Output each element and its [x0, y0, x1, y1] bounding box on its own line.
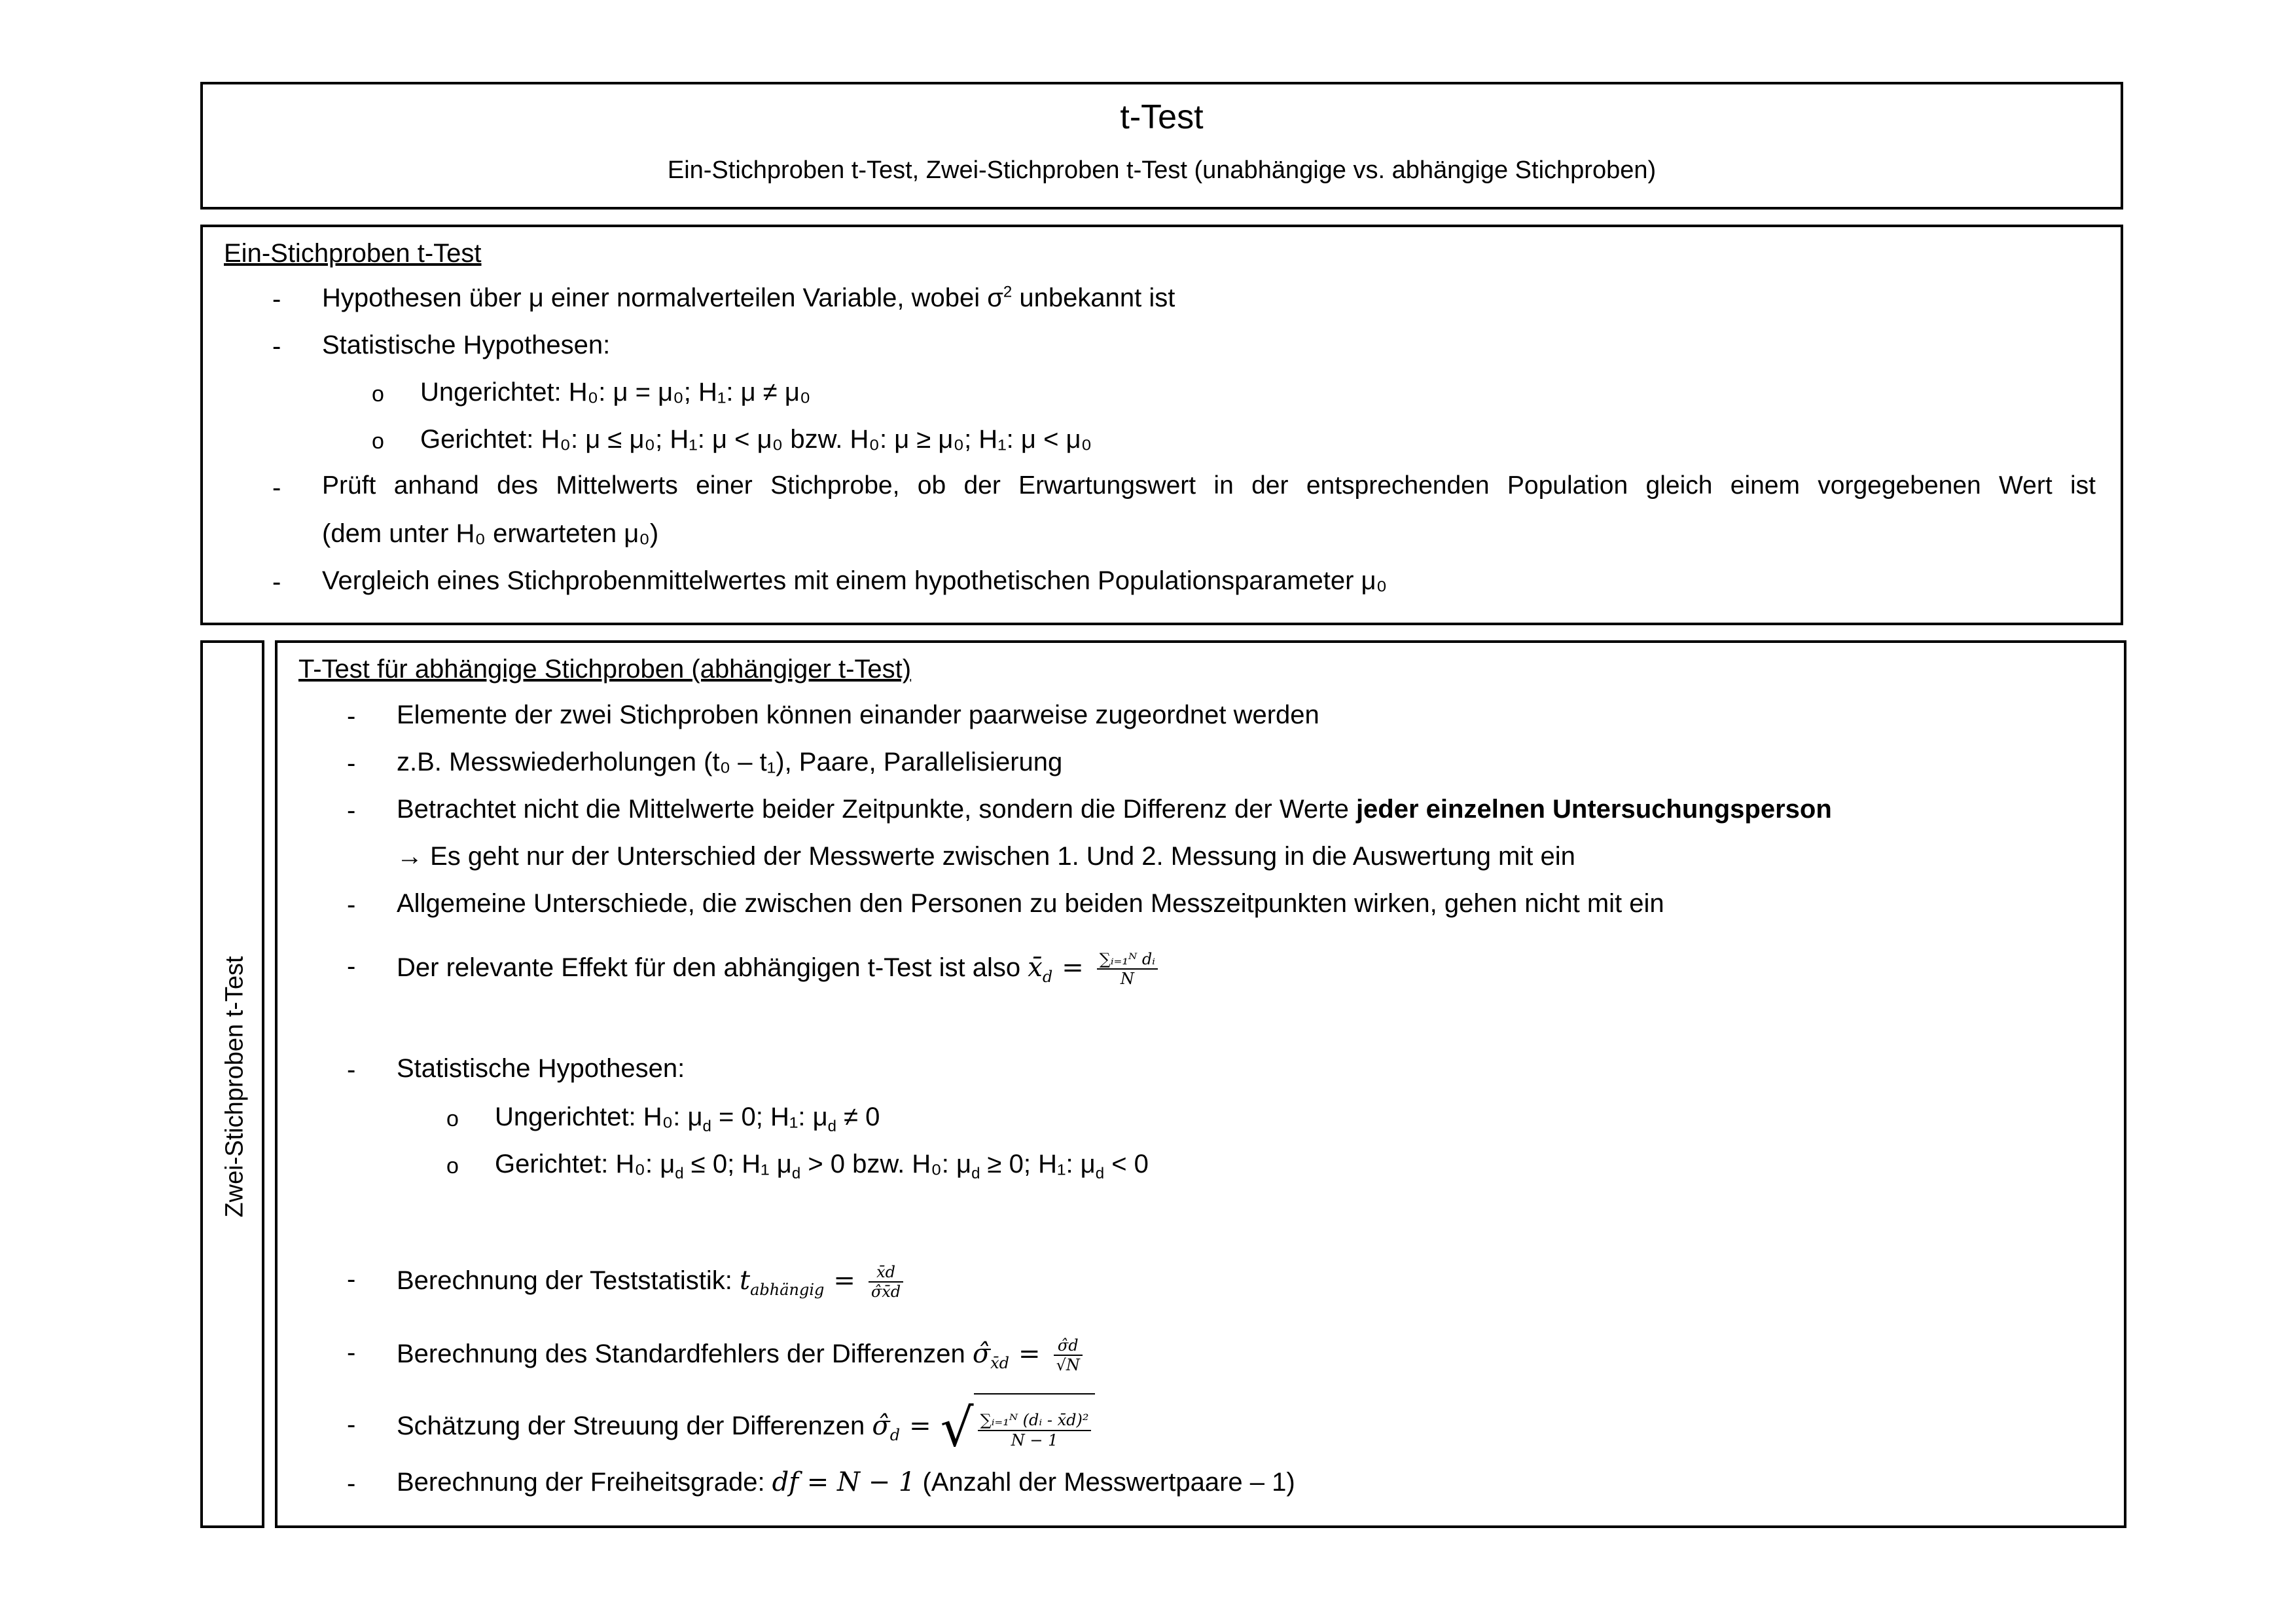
bullet-dash: - [272, 285, 281, 314]
one-sample-sub-1: Ungerichtet: H₀: μ = μ₀; H₁: μ ≠ μ₀ [420, 378, 811, 407]
bullet-dash: - [347, 890, 356, 919]
dependent-bullet-3: Betrachtet nicht die Mittelwerte beider Zeitpunkte, sondern die Differenz der Werte jeder einzelnen Untersuchungsperson [397, 795, 1832, 824]
header-box [200, 82, 2123, 210]
one-sample-bullet-4: Vergleich eines Stichprobenmittelwertes mit einem hypothetischen Populationsparameter μ₀ [322, 566, 1388, 595]
one-sample-bullet-3: Prüft anhand des Mittelwerts einer Stichprobe, ob der Erwartungswert in der entsprechenden Population gleich einem vorgegebenen Wert ist [322, 471, 2096, 500]
bullet-dash: - [347, 1265, 356, 1294]
bullet-circle: o [446, 1106, 459, 1131]
bullet-circle: o [372, 382, 384, 407]
dependent-bullet-5: Der relevante Effekt für den abhängigen t-Test ist also $x̄_d$ = $\frac{\text{∑ᵢ₌₁ᴺ dᵢ}}{N}$ [397, 935, 1162, 1010]
bullet-circle: o [446, 1154, 459, 1178]
dependent-bullet-1: Elemente der zwei Stichproben können einander paarweise zugeordnet werden [397, 701, 1319, 729]
dependent-bullet-2: z.B. Messwiederholungen (t₀ – t₁), Paare, Parallelisierung [397, 748, 1063, 776]
bullet-dash: - [347, 1338, 356, 1367]
one-sample-bullet-1: Hypothesen über μ einer normalverteilen Variable, wobei $\sigma^2$ unbekannt ist [322, 283, 1175, 312]
bullet-dash: - [272, 568, 281, 596]
dependent-bullet-4: Allgemeine Unterschiede, die zwischen den Personen zu beiden Messzeitpunkten wirken, gehen nicht mit ein [397, 889, 1664, 918]
bullet-dash: - [347, 1410, 356, 1439]
bullet-dash: - [347, 749, 356, 778]
bullet-dash: - [347, 952, 356, 981]
bullet-dash: - [347, 796, 356, 825]
dependent-bullet-10: Berechnung der Freiheitsgrade: df = N − 1 (Anzahl der Messwertpaare – 1) [397, 1467, 1295, 1497]
one-sample-bullet-2: Statistische Hypothesen: [322, 331, 611, 359]
two-sample-side-box [200, 640, 264, 1528]
dependent-bullet-3-cont: → Es geht nur der Unterschied der Messwerte zwischen 1. Und 2. Messung in die Auswertung mit ein [397, 842, 1575, 871]
one-sample-bullet-3-cont: (dem unter H₀ erwarteten μ₀) [322, 519, 659, 548]
dependent-bullet-6: Statistische Hypothesen: [397, 1054, 685, 1083]
one-sample-sub-2: Gerichtet: H₀: μ ≤ μ₀; H₁: μ < μ₀ bzw. H₀: μ ≥ μ₀; H₁: μ < μ₀ [420, 425, 1092, 454]
bullet-circle: o [372, 429, 384, 454]
bullet-dash: - [272, 473, 281, 502]
bullet-dash: - [347, 702, 356, 731]
dependent-heading: T-Test für abhängige Stichproben (abhängiger t-Test) [298, 655, 912, 684]
dependent-bullet-7: Berechnung der Teststatistik: $t_{abhängig}$ = $\frac{x̄d}{\sigmâx̄d}$ [397, 1248, 907, 1322]
bullet-dash: - [272, 332, 281, 361]
bullet-dash: - [347, 1469, 356, 1498]
one-sample-section [200, 225, 2123, 625]
bullet-dash: - [347, 1055, 356, 1084]
one-sample-heading: Ein-Stichproben t-Test [224, 239, 482, 268]
dependent-sub-2: Gerichtet: H₀: $\mu_d \le 0$; H₁ $\mu_d > 0$ bzw. H₀: $\mu_d \ge 0$; H₁: $\mu_d < 0$ [495, 1150, 1149, 1182]
page-subtitle: Ein-Stichproben t-Test, Zwei-Stichproben t-Test (unabhängige vs. abhängige Stichproben) [667, 156, 1657, 184]
dependent-bullet-8: Berechnung des Standardfehlers der Differenzen $\sigmâ_{x̄d}$ = $\frac{\sigmâd}{√N}$ [397, 1321, 1086, 1396]
dependent-bullet-9: Schätzung der Streuung der Differenzen $\sigmâ_d$ = √ $\frac{\text{∑ᵢ₌₁ᴺ (dᵢ - x̄d)²}}{N - 1}$ [397, 1392, 1095, 1469]
dependent-t-test-section [275, 640, 2126, 1528]
page-title: t-Test [1120, 98, 1204, 136]
two-sample-side-label: Zwei-Stichproben t-Test [221, 956, 249, 1218]
dependent-sub-1: Ungerichtet: H₀: $\mu_d = 0$; H₁: $\mu_d \ne 0$ [495, 1103, 880, 1135]
